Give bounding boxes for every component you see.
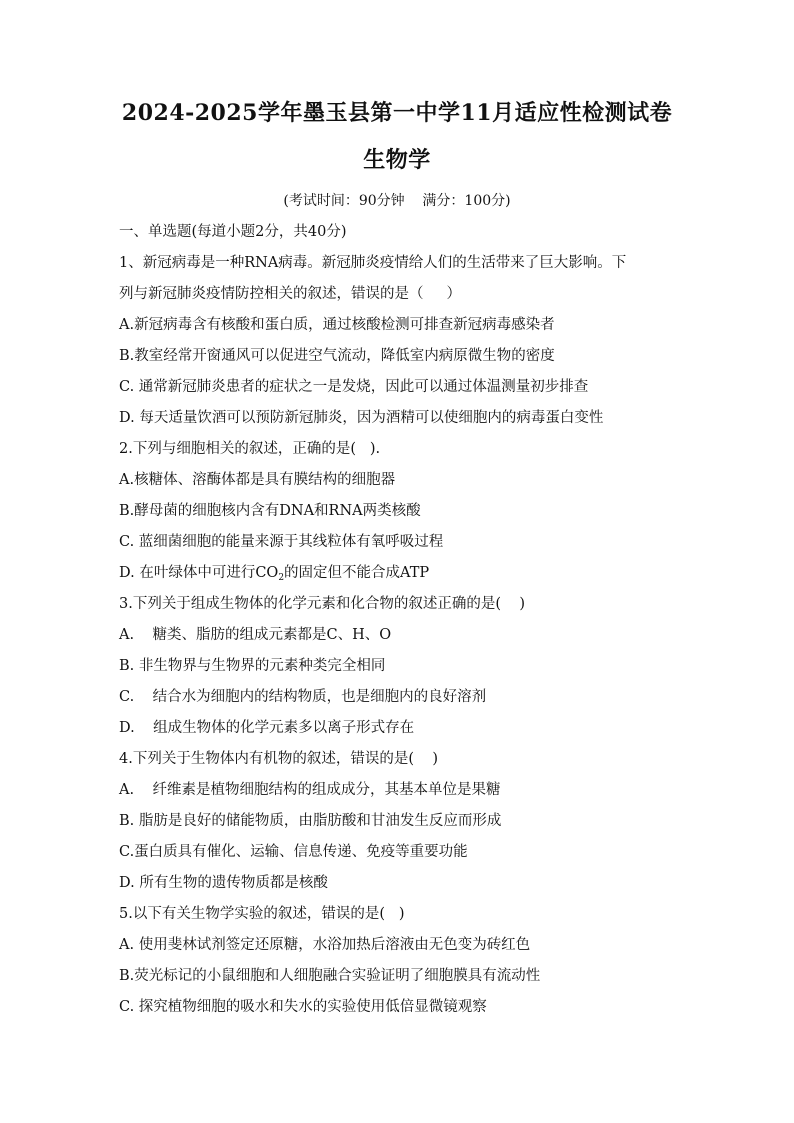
question-5-stem: 5.以下有关生物学实验的叙述，错误的是( )	[119, 906, 405, 922]
question-4-option-a: A. 纤维素是植物细胞结构的组成成分，其基本单位是果糖	[119, 782, 501, 798]
question-1-option-a: A.新冠病毒含有核酸和蛋白质，通过核酸检测可排查新冠病毒感染者	[119, 317, 555, 333]
question-4-option-c: C.蛋白质具有催化、运输、信息传递、免疫等重要功能	[119, 844, 468, 860]
question-4-option-d: D. 所有生物的遗传物质都是核酸	[119, 875, 328, 891]
question-5-option-a: A. 使用斐林试剂签定还原糖，水浴加热后溶液由无色变为砖红色	[119, 937, 531, 953]
question-1-stem-line-2: 列与新冠肺炎疫情防控相关的叙述，错误的是（ ）	[119, 286, 462, 302]
question-2-option-a: A.核糖体、溶酶体都是具有膜结构的细胞器	[119, 472, 396, 488]
subject-title: 生物学	[363, 147, 431, 173]
question-2-option-d	[119, 563, 429, 583]
question-3-stem: 3.下列关于组成生物体的化学元素和化合物的叙述正确的是( )	[119, 596, 526, 612]
question-4-option-b: B. 脂肪是良好的储能物质，由脂肪酸和甘油发生反应而形成	[119, 813, 502, 829]
question-1-stem-line-1: 1、新冠病毒是一种RNA病毒。新冠肺炎疫情给人们的生活带来了巨大影响。下	[119, 255, 627, 271]
question-2-option-c: C. 蓝细菌细胞的能量来源于其线粒体有氧呼吸过程	[119, 534, 444, 550]
question-2-option-d-text: D. 在叶绿体中可进行CO	[119, 565, 279, 581]
question-3-option-a: A. 糖类、脂肪的组成元素都是C、H、O	[119, 627, 392, 643]
question-5-option-b: B.荧光标记的小鼠细胞和人细胞融合实验证明了细胞膜具有流动性	[119, 968, 541, 984]
question-2-option-b: B.酵母菌的细胞核内含有DNA和RNA两类核酸	[119, 503, 421, 519]
exam-title: 2024-2025学年墨玉县第一中学11月适应性检测试卷	[121, 100, 673, 126]
question-2-option-d-text-end: 的固定但不能合成ATP	[284, 565, 430, 581]
question-5-option-c: C. 探究植物细胞的吸水和失水的实验使用低倍显微镜观察	[119, 999, 487, 1015]
question-1-option-b: B.教室经常开窗通风可以促进空气流动，降低室内病原微生物的密度	[119, 348, 555, 364]
question-3-option-b: B. 非生物界与生物界的元素种类完全相同	[119, 658, 386, 674]
section-heading: 一、单选题(每道小题2分，共40分)	[119, 224, 347, 240]
co2-subscript: 2	[278, 573, 285, 583]
question-3-option-d: D. 组成生物体的化学元素多以离子形式存在	[119, 720, 415, 736]
question-2-stem: 2.下列与细胞相关的叙述，正确的是( ).	[119, 441, 381, 457]
question-4-stem: 4.下列关于生物体内有机物的叙述，错误的是( )	[119, 751, 439, 767]
question-1-option-c: C. 通常新冠肺炎患者的症状之一是发烧，因此可以通过体温测量初步排查	[119, 379, 589, 395]
question-3-option-c: C. 结合水为细胞内的结构物质，也是细胞内的良好溶剂	[119, 689, 487, 705]
question-1-option-d: D. 每天适量饮酒可以预防新冠肺炎，因为酒精可以使细胞内的病毒蛋白变性	[119, 410, 604, 426]
exam-info: (考试时间：90分钟 满分：100分)	[283, 193, 511, 209]
